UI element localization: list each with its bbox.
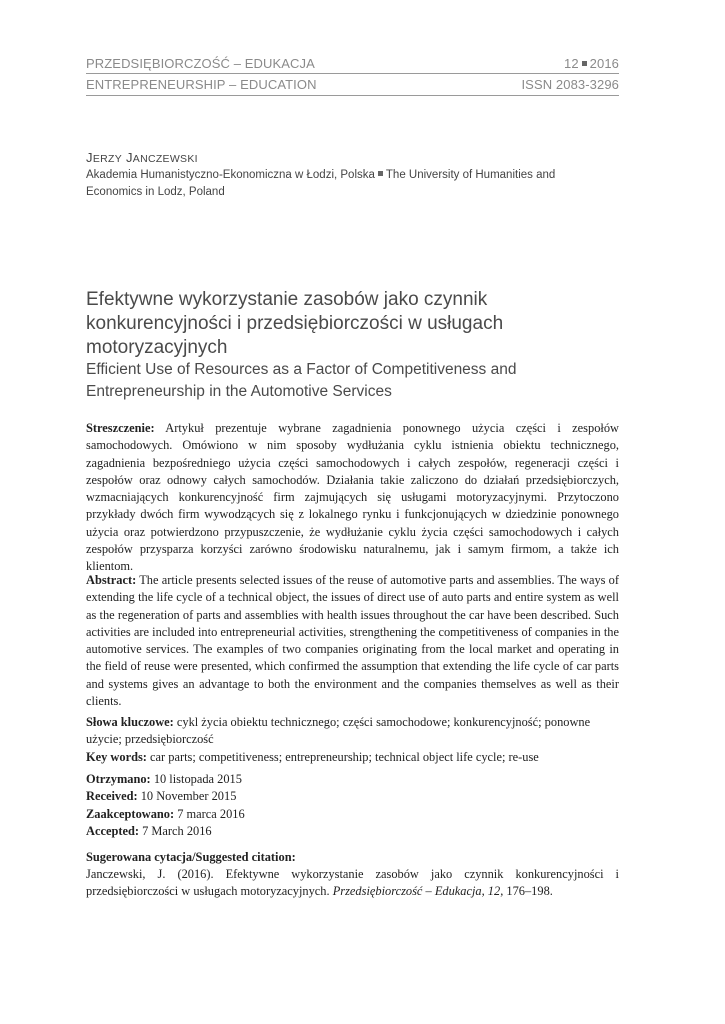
accepted-pl-value: 7 marca 2016: [177, 806, 245, 821]
abstract-pl-label: Streszczenie:: [86, 421, 155, 435]
author-affiliation: [86, 167, 606, 201]
received-pl-value: 10 listopada 2015: [153, 772, 242, 786]
author-last-initial: J: [125, 150, 133, 165]
affiliation-pl: Akademia Humanistyczno-Ekonomiczna w Łodzi, Polska: [86, 169, 375, 181]
issue-year: [564, 56, 619, 71]
received-pl-label: Otrzymano:: [86, 772, 151, 786]
accepted-en-label: Accepted:: [86, 823, 139, 838]
separator-square-icon: [378, 171, 383, 176]
article-dates: [86, 771, 619, 840]
citation: [86, 866, 619, 901]
author-last-rest: ANCZEWSKI: [132, 153, 198, 165]
issue-number: 12: [564, 56, 579, 71]
citation-journal: Przedsiębiorczość – Edukacja, 12: [332, 884, 501, 899]
abstract-en-label: Abstract:: [86, 573, 137, 587]
author-name: [86, 150, 198, 165]
citation-text: Janczewski, J. (2016). Efektywne wykorzystanie zasobów jako czynnik konkurencyjności i przedsiębiorczości w usługach motoryzacyjnych.: [86, 867, 619, 899]
keywords-en-label: Key words:: [86, 749, 147, 764]
author-first-rest: ERZY: [92, 153, 123, 165]
abstract-pl-text: Artykuł prezentuje wybrane zagadnienia ponownego użycia części i zespołów samochodowych. Omówiono w nim sposoby wydłużania cyklu istnienia obiektu technicznego, zagadnienia bezpośredniego użycia części samochodowych i całych zespołów, regeneracji części i zespołów oraz odnowy całych samochodów. Działania takie zaliczono do działań przedsiębiorczych, wzmacniających konkurencyjność firm zajmujących się usługami motoryzacyjnymi. Przytoczono przykłady dwóch firm wywodzących się z lokalnego rynku i funkcjonujących w dziedzinie ponownego użycia oraz potwierdzono przypuszczenie, że wydłużanie cyklu życia części samochodowych i całych zespołów przysparza korzyści zarówno środowisku naturalnemu, jak i samym firmom, a także ich klientom.: [86, 421, 619, 574]
keywords-pl-label: Słowa kluczowe:: [86, 715, 174, 729]
journal-name-en: ENTREPRENEURSHIP – EDUCATION: [86, 77, 317, 92]
title-english: Efficient Use of Resources as a Factor of Competitiveness and Entrepreneurship in the Automotive Services: [86, 361, 517, 400]
author-first-initial: J: [86, 150, 93, 165]
abstract-en-text: The article presents selected issues of the reuse of automotive parts and assemblies. The ways of extending the life cycle of a technical object, the issues of direct use of auto parts and entire system as well as the regeneration of parts and assemblies with health issues throughout the car have been described. Such activities are included into entrepreneurial activities, strengthening the competitiveness of companies in the automotive services. The examples of two companies originating from the local market and operating in the field of reuse were presented, which confirmed the assumption that extending the life cycle of car parts and systems gives an advantage to both the environment and the companies themselves as well as their clients.: [86, 573, 620, 709]
issn: ISSN 2083-3296: [521, 77, 619, 92]
abstract-english: [86, 572, 619, 710]
keywords-en: [86, 749, 619, 766]
keywords-pl-text: cykl życia obiektu technicznego; części samochodowe; konkurencyjność; ponowne użycie; przedsiębiorczość: [86, 715, 591, 747]
keywords-en-text: car parts; competitiveness; entrepreneurship; technical object life cycle; re-use: [150, 749, 539, 764]
header-rule-bottom: [86, 95, 619, 96]
accepted-pl: [86, 806, 619, 823]
accepted-en-value: 7 March 2016: [142, 823, 212, 838]
accepted-pl-label: Zaakceptowano:: [86, 806, 175, 821]
year: 2016: [589, 56, 619, 71]
citation-label: Sugerowana cytacja/Suggested citation:: [86, 850, 296, 864]
keywords-pl: [86, 714, 619, 749]
accepted-en: [86, 823, 619, 840]
citation-heading: [86, 849, 619, 866]
citation-pages: , 176–198.: [500, 884, 553, 899]
affiliation-en: The University of Humanities and Economics in Lodz, Poland: [86, 169, 556, 198]
journal-name-pl: PRZEDSIĘBIORCZOŚĆ – EDUKACJA: [86, 56, 315, 71]
abstract-polish: [86, 420, 619, 576]
received-pl: [86, 771, 619, 788]
received-en: [86, 788, 619, 805]
received-en-value: 10 November 2015: [140, 789, 237, 804]
received-en-label: Received:: [86, 789, 138, 804]
separator-square-icon: [582, 61, 587, 66]
header-rule-top: [86, 73, 619, 74]
keywords: [86, 714, 619, 766]
title-polish: Efektywne wykorzystanie zasobów jako czynnik konkurencyjności i przedsiębiorczości w usługach motoryzacyjnych: [86, 289, 504, 358]
